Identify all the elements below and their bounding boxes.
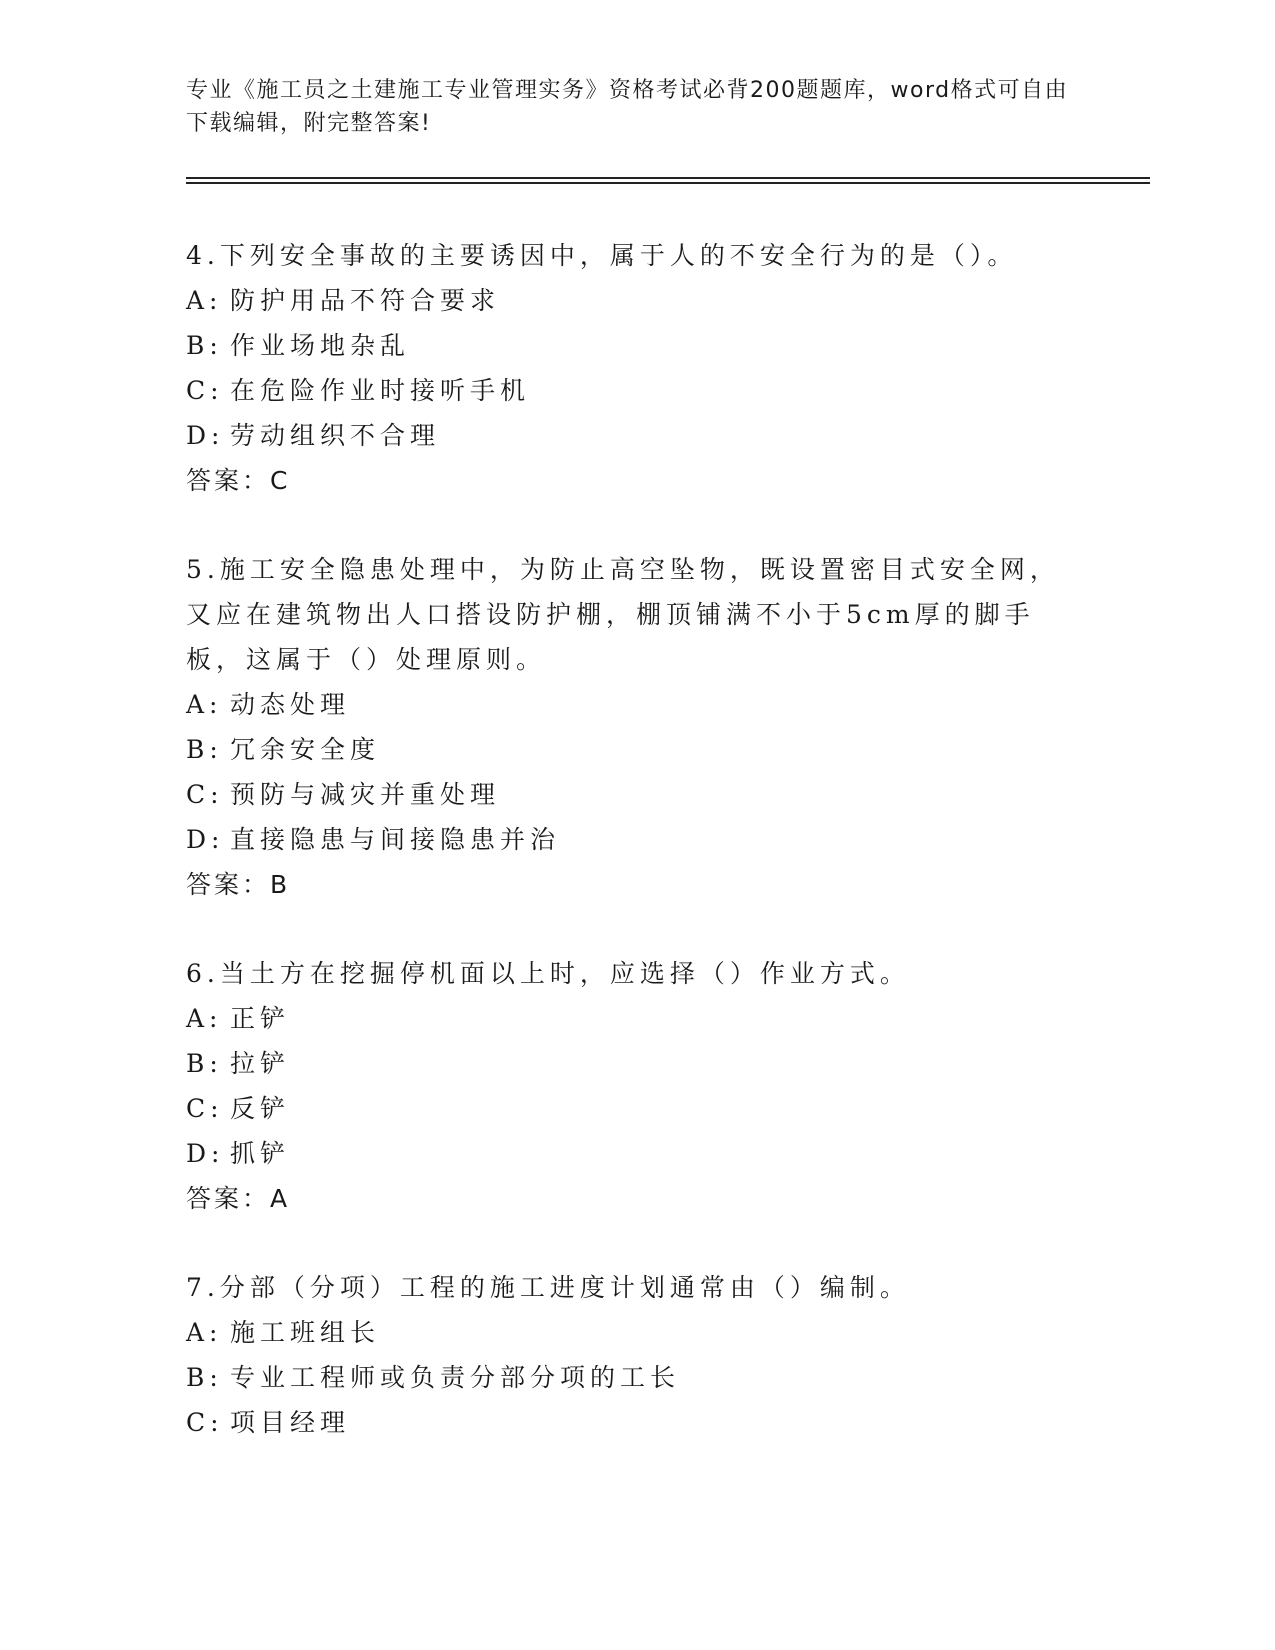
option-a (186, 278, 1066, 323)
option-text: 项目经理 (230, 1408, 351, 1437)
option-b (186, 323, 1066, 368)
option-text: 施工班组长 (230, 1318, 381, 1347)
option-d (186, 817, 1066, 862)
option-text: 拉铲 (230, 1049, 291, 1078)
option-key: B: (186, 1363, 223, 1392)
option-key: D: (186, 825, 225, 854)
option-text: 冗余安全度 (230, 735, 381, 764)
question-7 (186, 1265, 1066, 1445)
option-d (186, 413, 1066, 458)
option-b (186, 1355, 1066, 1400)
option-text: 动态处理 (230, 690, 351, 719)
option-text: 预防与减灾并重处理 (230, 780, 501, 809)
option-key: B: (186, 331, 223, 360)
answer-line: 答案：A (186, 1184, 291, 1213)
option-key: C: (186, 376, 224, 405)
option-b (186, 727, 1066, 772)
question-text: 6.当土方在挖掘停机面以上时，应选择（）作业方式。 (186, 959, 910, 988)
option-key: B: (186, 1049, 223, 1078)
option-key: C: (186, 1094, 224, 1123)
question-text: 4.下列安全事故的主要诱因中，属于人的不安全行为的是（）。 (186, 241, 1018, 270)
option-b (186, 1041, 1066, 1086)
option-text: 直接隐患与间接隐患并治 (230, 825, 561, 854)
question-text: 7.分部（分项）工程的施工进度计划通常由（）编制。 (186, 1273, 910, 1302)
question-text: 5.施工安全隐患处理中，为防止高空坠物，既设置密目式安全网，又应在建筑物出人口搭设防护棚，棚顶铺满不小于5cm厚的脚手板，这属于（）处理原则。 (186, 555, 1060, 674)
question-6 (186, 951, 1066, 1221)
option-key: C: (186, 780, 224, 809)
option-d (186, 1131, 1066, 1176)
option-key: D: (186, 1139, 225, 1168)
question-list (186, 233, 1066, 1489)
option-c (186, 1086, 1066, 1131)
option-c (186, 368, 1066, 413)
option-a (186, 996, 1066, 1041)
option-text: 劳动组织不合理 (230, 421, 441, 450)
header-divider-bottom (186, 182, 1150, 184)
answer-line: 答案：C (186, 466, 291, 495)
option-key: A: (186, 690, 223, 719)
option-key: D: (186, 421, 225, 450)
option-text: 抓铲 (230, 1139, 291, 1168)
option-c (186, 1400, 1066, 1445)
option-text: 防护用品不符合要求 (230, 286, 501, 315)
option-text: 反铲 (230, 1094, 291, 1123)
option-key: A: (186, 286, 223, 315)
answer-line: 答案：B (186, 870, 291, 899)
option-text: 专业工程师或负责分部分项的工长 (230, 1363, 681, 1392)
option-text: 作业场地杂乱 (230, 331, 411, 360)
page-header-title: 专业《施工员之土建施工专业管理实务》资格考试必背200题题库，word格式可自由下载编辑，附完整答案! (186, 78, 1069, 136)
question-4 (186, 233, 1066, 503)
option-c (186, 772, 1066, 817)
header-divider-top (186, 177, 1150, 179)
question-5 (186, 547, 1066, 907)
option-text: 在危险作业时接听手机 (230, 376, 531, 405)
option-key: A: (186, 1318, 223, 1347)
option-key: B: (186, 735, 223, 764)
option-text: 正铲 (230, 1004, 291, 1033)
option-a (186, 1310, 1066, 1355)
option-a (186, 682, 1066, 727)
option-key: C: (186, 1408, 224, 1437)
option-key: A: (186, 1004, 223, 1033)
